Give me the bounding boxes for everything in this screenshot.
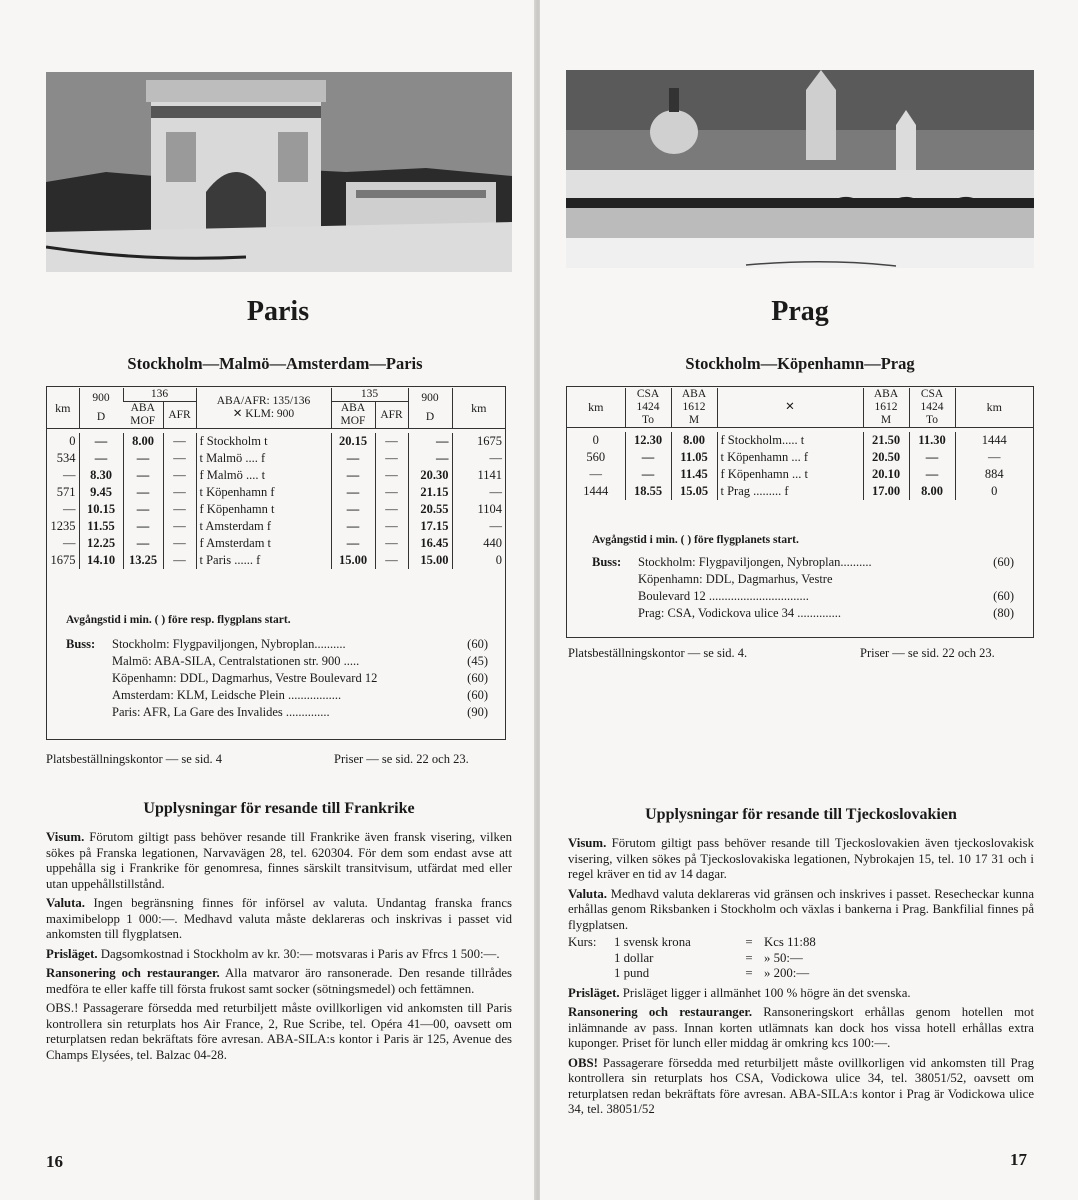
info-paragraph <box>46 1001 512 1063</box>
col-135: 135 <box>331 388 408 402</box>
table-cell: — <box>452 450 505 467</box>
bus-stop-text: Stockholm: Flygpaviljongen, Nybroplan.......... <box>112 637 346 651</box>
table-cell: 20.30 <box>408 467 452 484</box>
table-cell: — <box>331 518 375 535</box>
table-cell: — <box>63 535 76 550</box>
info-keyword: Prisläget. <box>46 946 98 961</box>
rate-to: » 200:— <box>764 966 810 980</box>
info-keyword: Prisläget. <box>568 985 620 1000</box>
timetable <box>47 388 505 569</box>
rate-from: 1 dollar <box>614 950 654 965</box>
table-cell: 1675 <box>452 433 505 450</box>
table-cell: — <box>955 449 1033 466</box>
table-cell: — <box>408 433 452 450</box>
info-keyword: Ransonering och restauranger. <box>568 1005 753 1019</box>
departure-note: Avgångstid i min. ( ) före flygplanets start. <box>592 534 799 546</box>
table-cell: t Amsterdam f <box>196 518 331 535</box>
table-cell: 1444 <box>583 483 609 498</box>
table-cell: 21.15 <box>408 484 452 501</box>
booking-office-ref: Platsbeställningskontor — se sid. 4. <box>568 646 748 660</box>
bus-stop-text: Amsterdam: KLM, Leidsche Plein ................. <box>112 688 342 702</box>
table-cell: f Malmö .... t <box>196 467 331 484</box>
info-text <box>568 836 1034 1122</box>
table-row <box>567 432 1033 449</box>
table-cell: 560 <box>586 449 606 464</box>
table-cell: 8.00 <box>671 432 717 449</box>
table-cell: — <box>163 433 196 450</box>
table-cell: f Köpenhamn t <box>196 501 331 518</box>
info-body: Prisläget ligger i allmänhet 100 % högre än det svenska. <box>619 985 911 1000</box>
col-aba2: ABA MOF <box>331 402 375 429</box>
table-cell: — <box>123 501 163 518</box>
col-afr: AFR <box>163 402 196 429</box>
col-afr2: AFR <box>375 402 408 429</box>
col-900b: 900 D <box>408 388 452 429</box>
info-body: Ingen begränsning finnes för införsel av valuta. Undantag franska francs maximibelopp 1 000:—. Medhavd valuta måste deklareras och inskrivas i passet vid ankomsten till flygplatsen. <box>46 896 512 941</box>
table-cell: 11.05 <box>671 449 717 466</box>
bus-stop <box>66 636 488 653</box>
table-cell: — <box>331 450 375 467</box>
table-cell: — <box>375 433 408 450</box>
bus-minutes: (60) <box>467 688 488 702</box>
table-cell: — <box>375 501 408 518</box>
table-cell: 20.55 <box>408 501 452 518</box>
bus-label <box>66 704 112 721</box>
bus-stop-text: Köpenhamn: DDL, Dagmarhus, Vestre <box>638 572 833 586</box>
rate-from: 1 pund <box>614 966 650 980</box>
bus-stop <box>66 704 488 721</box>
rate-label <box>568 966 614 982</box>
info-body: Förutom giltigt pass behöver resande till Tjeckoslovakien även tjeckoslovakisk visering, vilken sökes på Tjeckoslovakiska legationen, Nybrokajen 15, tel. 10 17 31 och i regel kräver en tid av 14 dagar. <box>568 836 1034 881</box>
bus-stop-text: Malmö: ABA-SILA, Centralstationen str. 900 ..... <box>112 654 360 668</box>
rate-label: Kurs: <box>568 935 597 949</box>
bus-label <box>592 571 638 588</box>
info-body: Förutom giltigt pass behöver resande till Frankrike även fransk visering, vilken sökes på Franska legationen, Narvavägen 28, tel. 620304. För dem som endast avse att uppehålla sig i Frankrike för genomresa, finnes särskilt transitvisum, utfärdat med eller utan uppehållstillstånd. <box>46 830 512 891</box>
info-paragraph <box>568 986 1034 1002</box>
table-cell: t Köpenhamn ... f <box>717 449 863 466</box>
table-cell: — <box>163 467 196 484</box>
col-km2: km <box>955 388 1033 428</box>
timetable-rows <box>47 433 505 569</box>
bus-list <box>592 554 1014 622</box>
info-keyword: OBS! <box>568 1055 598 1070</box>
table-cell: — <box>375 518 408 535</box>
table-cell: f Köpenhamn ... t <box>717 466 863 483</box>
info-body: Ransoneringskort erhållas genom hotellen mot inlämnande av pass. Innan korten utlämnats kan dock hos vissa hotell erhållas extra kuponger. Priset för lunch eller middag är omkring kcs 100:—. <box>568 1005 1034 1050</box>
col-136: 136 <box>123 388 196 402</box>
table-cell: — <box>163 501 196 518</box>
table-cell: 15.00 <box>331 552 375 569</box>
info-keyword: Visum. <box>568 836 607 850</box>
table-cell: 10.15 <box>79 501 123 518</box>
info-paragraph <box>568 887 1034 934</box>
bus-stop <box>66 687 488 704</box>
rate-eq: = <box>745 950 753 965</box>
bus-list <box>66 636 488 721</box>
info-keyword: Valuta. <box>568 886 607 901</box>
bus-minutes: (60) <box>993 555 1014 569</box>
bus-stop-text: Stockholm: Flygpaviljongen, Nybroplan.......... <box>638 555 872 569</box>
table-cell: 13.25 <box>123 552 163 569</box>
info-paragraph <box>568 836 1034 883</box>
table-cell: — <box>909 449 955 466</box>
prices-ref: Priser — se sid. 22 och 23. <box>860 646 995 660</box>
table-cell: 1675 <box>50 552 76 567</box>
table-cell: 1141 <box>452 467 505 484</box>
table-cell: 0 <box>955 483 1033 500</box>
table-row <box>47 501 505 518</box>
paris-illustration <box>46 72 512 272</box>
table-cell: 884 <box>955 466 1033 483</box>
bus-label <box>66 670 112 687</box>
bus-minutes: (90) <box>467 705 488 719</box>
table-cell: 8.00 <box>123 433 163 450</box>
table-cell: 1104 <box>452 501 505 518</box>
departure-note: Avgångstid i min. ( ) före resp. flygplans start. <box>66 614 291 626</box>
info-paragraph <box>568 1005 1034 1052</box>
table-cell: t Prag ......... f <box>717 483 863 500</box>
table-cell: 12.25 <box>79 535 123 552</box>
table-cell: — <box>163 518 196 535</box>
table-cell: — <box>625 449 671 466</box>
table-cell: — <box>63 501 76 516</box>
bus-label <box>592 605 638 622</box>
bus-stop <box>592 571 1014 588</box>
table-cell: — <box>375 484 408 501</box>
table-cell: 15.05 <box>671 483 717 500</box>
right-page <box>540 0 1078 1200</box>
bus-stop-text: Boulevard 12 ................................ <box>638 589 809 603</box>
col-km2: km <box>452 388 505 429</box>
col-route: ✕ <box>717 388 863 428</box>
table-cell: — <box>408 450 452 467</box>
info-title: Upplysningar för resande till Tjeckoslovakien <box>645 806 957 823</box>
info-paragraph <box>46 966 512 997</box>
table-cell: 1235 <box>50 518 76 533</box>
table-cell: 1444 <box>955 432 1033 449</box>
table-cell: — <box>163 450 196 467</box>
table-cell: 20.50 <box>863 449 909 466</box>
left-page <box>0 0 536 1200</box>
info-body: Medhavd valuta deklareras vid gränsen och inskrives i passet. Resecheckar kunna erhållas genom Riksbanken i Stockholm och växlas i bankerna i Prag. Bankfilial finnes på flygplatsen. <box>568 886 1034 932</box>
bus-stop <box>66 670 488 687</box>
info-body: Dagsomkostnad i Stockholm av kr. 30:— motsvaras i Paris av Ffrcs 1 500:—. <box>97 946 500 961</box>
table-cell: 21.50 <box>863 432 909 449</box>
col-km: km <box>588 400 604 414</box>
table-cell: 440 <box>452 535 505 552</box>
info-keyword: Ransonering och restauranger. <box>46 966 220 980</box>
table-row <box>47 450 505 467</box>
info-paragraph <box>568 1056 1034 1118</box>
page-number: 17 <box>1010 1150 1027 1169</box>
col-aba: ABA MOF <box>130 402 156 427</box>
table-cell: 11.30 <box>909 432 955 449</box>
table-cell: 12.30 <box>625 432 671 449</box>
table-cell: — <box>589 466 602 481</box>
table-cell: — <box>163 535 196 552</box>
bus-label: Buss: <box>66 637 96 651</box>
booking-office-ref: Platsbeställningskontor — se sid. 4 <box>46 752 223 766</box>
table-cell: — <box>331 535 375 552</box>
table-row <box>47 552 505 569</box>
bus-label <box>592 588 638 605</box>
bus-label <box>66 687 112 704</box>
table-cell: — <box>123 518 163 535</box>
info-paragraph <box>46 830 512 892</box>
table-cell: 16.45 <box>408 535 452 552</box>
rate-eq: = <box>745 935 753 949</box>
table-cell: — <box>375 467 408 484</box>
table-cell: — <box>375 450 408 467</box>
col-aba: ABA 1612 M <box>671 388 717 428</box>
bus-minutes: (60) <box>467 671 488 685</box>
info-body: Passagerare försedda med returbiljett måste ovillkorligen vid ankomsten till Prag kontrollera sin returplats hos CSA, Vodickowa ulice 34, tel. 38051/52, oavsett om returplatsen redan bekräftats före avresan. ABA-SILA:s kontor i Prag är Vodickowa ulice 34, tel. 38051/52 <box>568 1055 1034 1116</box>
table-cell: 0 <box>452 552 505 569</box>
exchange-rates <box>568 935 1034 982</box>
bus-stop <box>592 605 1014 622</box>
col-csa2: CSA 1424 To <box>909 388 955 428</box>
rate-row <box>568 966 1034 982</box>
prices-ref: Priser — se sid. 22 och 23. <box>334 752 469 766</box>
table-cell: 9.45 <box>79 484 123 501</box>
table-cell: — <box>375 535 408 552</box>
info-body: Alla matvaror äro ransonerade. Den resande tillrådes medföra te eller kaffe till första frukost samt socker (sötningsmedel) och fettämnen. <box>46 966 513 996</box>
table-cell: — <box>375 552 408 569</box>
rate-row <box>568 935 1034 951</box>
rate-to: Kcs 11:88 <box>764 935 816 949</box>
table-cell: 534 <box>56 450 76 465</box>
table-cell: f Stockholm t <box>196 433 331 450</box>
table-cell: — <box>625 466 671 483</box>
table-cell: — <box>123 535 163 552</box>
table-cell: 14.10 <box>79 552 123 569</box>
table-cell: — <box>452 484 505 501</box>
table-row <box>47 467 505 484</box>
table-cell: 0 <box>69 433 76 448</box>
route-title: Stockholm—Malmö—Amsterdam—Paris <box>127 354 423 373</box>
table-cell: — <box>452 518 505 535</box>
info-body: OBS.! Passagerare försedda med returbiljett måste ovillkorligen vid ankomsten till Paris kontrollera sin returplats hos Air France, 2, Rue Scribe, tel. Opéra 41—00, oavsett om returplatsen redan bekräftats före avresan. ABA-SILA:s kontor i Paris är 125, Avenue des Champs Elysées, tel. Balzac 04-28. <box>46 1001 512 1062</box>
table-cell: — <box>123 467 163 484</box>
table-cell: 0 <box>592 432 599 447</box>
col-route: ABA/AFR: 135/136 ✕ KLM: 900 <box>196 388 331 429</box>
table-row <box>567 449 1033 466</box>
table-row <box>47 535 505 552</box>
table-cell: — <box>123 484 163 501</box>
prague-illustration <box>566 70 1034 268</box>
timetable <box>567 388 1033 500</box>
table-cell: 20.15 <box>331 433 375 450</box>
table-cell: — <box>331 501 375 518</box>
bus-minutes: (45) <box>467 654 488 668</box>
bus-stop <box>592 554 1014 571</box>
rate-to: » 50:— <box>764 950 803 965</box>
table-cell: 20.10 <box>863 466 909 483</box>
table-cell: — <box>63 467 76 482</box>
bus-stop <box>66 653 488 670</box>
bus-stop-text: Köpenhamn: DDL, Dagmarhus, Vestre Boulevard 12 <box>112 671 378 685</box>
table-cell: f Stockholm..... t <box>717 432 863 449</box>
table-cell: 17.15 <box>408 518 452 535</box>
table-cell: 571 <box>56 484 76 499</box>
table-cell: 11.55 <box>79 518 123 535</box>
col-aba2: ABA 1612 M <box>863 388 909 428</box>
bus-minutes: (60) <box>993 589 1014 603</box>
table-cell: 8.00 <box>909 483 955 500</box>
table-cell: 11.45 <box>671 466 717 483</box>
bus-stop-text: Prag: CSA, Vodickova ulice 34 .............. <box>638 606 842 620</box>
page-number: 16 <box>46 1152 63 1171</box>
table-cell: — <box>79 433 123 450</box>
table-cell: 18.55 <box>625 483 671 500</box>
city-title: Prag <box>771 296 829 327</box>
table-cell: — <box>331 484 375 501</box>
col-900: 900 D <box>79 388 123 429</box>
table-cell: — <box>331 467 375 484</box>
table-cell: — <box>163 484 196 501</box>
bus-stop-text: Paris: AFR, La Gare des Invalides .............. <box>112 705 330 719</box>
col-km: km <box>55 400 71 415</box>
table-cell: f Amsterdam t <box>196 535 331 552</box>
table-cell: 17.00 <box>863 483 909 500</box>
table-cell: 8.30 <box>79 467 123 484</box>
bus-stop <box>592 588 1014 605</box>
info-title: Upplysningar för resande till Frankrike <box>143 800 415 817</box>
bus-label: Buss: <box>592 555 622 569</box>
table-row <box>47 518 505 535</box>
table-cell: 15.00 <box>408 552 452 569</box>
col-csa: CSA 1424 To <box>625 388 671 428</box>
bus-minutes: (60) <box>467 637 488 651</box>
info-keyword: Valuta. <box>46 896 85 910</box>
rate-eq: = <box>745 966 753 980</box>
rate-from: 1 svensk krona <box>614 935 691 949</box>
bus-minutes: (80) <box>993 606 1014 620</box>
table-cell: — <box>163 552 196 569</box>
table-cell: t Paris ...... f <box>196 552 331 569</box>
timetable-rows <box>567 432 1033 500</box>
table-cell: t Köpenhamn f <box>196 484 331 501</box>
table-cell: — <box>909 466 955 483</box>
bus-label <box>66 653 112 670</box>
info-paragraph <box>46 896 512 943</box>
table-row <box>47 433 505 450</box>
city-title: Paris <box>246 296 310 327</box>
table-cell: t Malmö .... f <box>196 450 331 467</box>
table-row <box>567 466 1033 483</box>
table-cell: — <box>79 450 123 467</box>
info-keyword: Visum. <box>46 830 85 844</box>
rate-row <box>568 951 1034 967</box>
route-title: Stockholm—Köpenhamn—Prag <box>685 354 915 373</box>
table-cell: — <box>123 450 163 467</box>
info-paragraph <box>46 947 512 963</box>
table-row <box>567 483 1033 500</box>
rate-label <box>568 951 614 967</box>
info-text <box>46 830 512 1067</box>
table-row <box>47 484 505 501</box>
